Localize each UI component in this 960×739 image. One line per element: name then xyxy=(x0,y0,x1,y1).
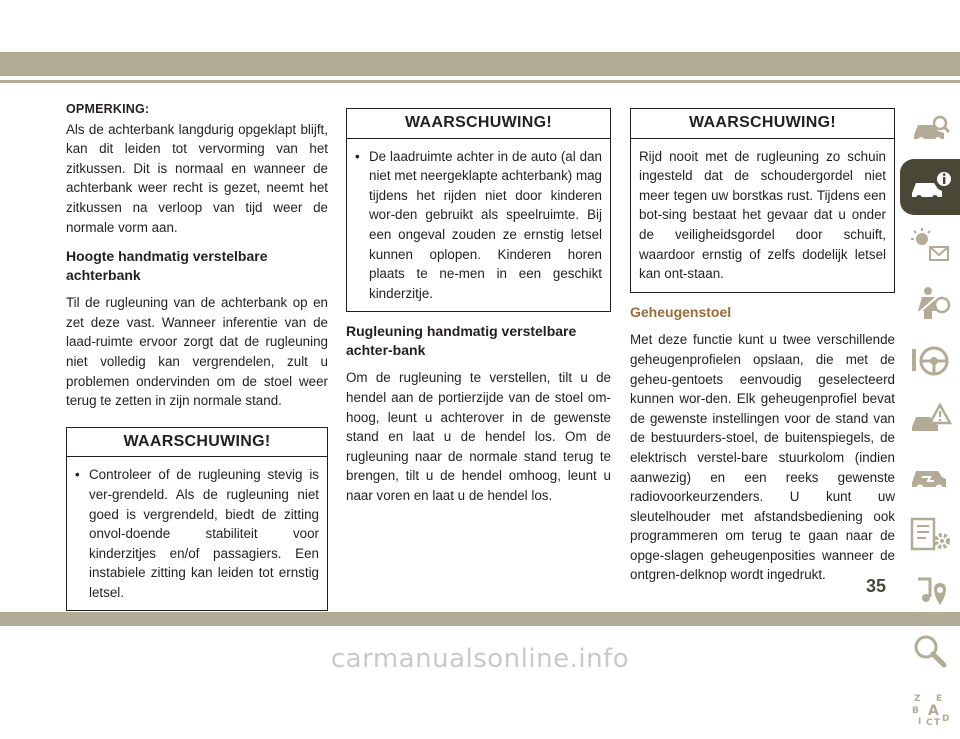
car-service-icon xyxy=(908,459,952,495)
page-number: 35 xyxy=(866,576,887,596)
index-letter: B xyxy=(912,706,919,716)
tab-steering-wheel[interactable] xyxy=(900,333,960,389)
warning-box-recline xyxy=(630,108,895,293)
section-heading-seatback: Rugleuning handmatig verstelbare achter-bank xyxy=(346,323,577,359)
warning-text: De laadruimte achter in de auto (al dan niet met neergeklapte achterbank) mag tijdens het rijden niet door kinderen wor-den gebruikt als speelruimte. Bij een ongeval zouden ze ernstig letsel kunnen oplopen. Kinderen horen plaats te ne-men in een geschikt kinderzitje. xyxy=(369,148,602,301)
note-title: OPMERKING: xyxy=(66,102,150,116)
tab-car-search[interactable] xyxy=(900,101,960,157)
car-info-icon xyxy=(908,169,952,205)
index-letter: C xyxy=(926,718,933,727)
tab-car-info[interactable] xyxy=(900,159,960,215)
note-text: Als de achterbank langdurig opgeklapt blijft, kan dit leiden tot vervorming van het zitkussen. Dit is normaal en wanneer de achterbank weer recht is gezet, neemt het zitkussen na verloop van tijd weer de normale vorm aan. xyxy=(66,121,328,235)
warning-title: WAARSCHUWING! xyxy=(631,109,894,139)
section-text-seatback: Om de rugleuning te verstellen, tilt u de hendel aan de portierzijde van de stoel om-hoog, leunt u achterover in de gewenste stand en laat u de hendel los. Om de rugleuning naar de normale stand terug te brengen, tilt u de hendel omhoog, leunt u naar voren en laat u de hendel los. xyxy=(346,370,611,503)
warning-text: Rijd nooit met de rugleuning zo schuin ingesteld dat de schoudergordel niet meer tegen uw borstkas rust. Tijdens een bot-sing bestaat het gevaar dat u onder de veiligheidsgordel door schuift, waardoor ernstig of zelfs dodelijk letsel kan ont-staan. xyxy=(639,148,886,282)
column-left xyxy=(66,100,328,611)
watermark: carmanualsonline.info xyxy=(330,644,630,674)
index-letter: I xyxy=(918,717,922,727)
tab-alphabet-index[interactable] xyxy=(900,681,960,737)
section-heading-seat-height: Hoogte handmatig verstelbare achterbank xyxy=(66,248,268,284)
checklist-gear-icon xyxy=(908,517,952,553)
column-middle xyxy=(346,100,611,506)
index-letter: E xyxy=(936,694,943,704)
header-band xyxy=(0,52,960,76)
index-letter: T xyxy=(934,718,941,727)
index-letter: Z xyxy=(914,694,921,704)
warning-box-latch xyxy=(66,427,328,612)
alphabet-index-icon xyxy=(908,691,952,727)
column-right xyxy=(630,100,895,585)
footer-band xyxy=(0,612,960,626)
section-heading-memory-seat: Geheugenstoel xyxy=(630,303,732,320)
music-location-icon xyxy=(908,575,952,611)
warning-bullet: • De laadruimte achter in de auto (al dan niet met neergeklapte achterbank) mag tijdens het rijden niet door kinderen wor-den gebruikt als speelruimte. Bij een ongeval zouden ze ernstig letsel kunnen oplopen. Kinderen horen plaats te ne-men in een geschikt kinderzitje. xyxy=(355,147,602,304)
warning-lights-icon xyxy=(908,227,952,263)
header-rule xyxy=(0,80,960,83)
section-text-seat-height: Til de rugleuning van de achterbank op en zet deze vast. Wanneer inferentie van de laad-ruimte ervoor zorgt dat de rugleuning niet volledig kan vergrendelen, zult u problemen ondervinden om de stoel weer terug te zetten in zijn normale stand. xyxy=(66,295,328,409)
index-letter: A xyxy=(928,703,939,719)
tab-warning-lights[interactable] xyxy=(900,217,960,273)
section-text-memory-seat: Met deze functie kunt u twee verschillende geheugenprofielen opslaan, die met de geheu-gentoets eenvoudig geselecteerd kunnen wor-den. Elk geheugenprofiel bevat de gewenste instellingen voor de stand van de bestuurders-stoel, de buitenspiegels, de elektrisch verstel-bare stuurkolom (indien aanwezig) en een reeks gewenste radiovoorkeurzenders. U kunt uw sleutelhouder met afstandsbediening ook programmeren om terug te gaan naar de opge-slagen geheugenposities wanneer de ontgren-delknop wordt ingedrukt. xyxy=(630,332,895,583)
warning-bullet: • Controleer of de rugleuning stevig is ver-grendeld. Als de rugleuning niet goed is vergrendeld, biedt de zitting onvol-doende stabiliteit voor kinderzitjes en/of passagiers. Een instabiele zitting kan leiden tot ernstig letsel. xyxy=(75,465,319,602)
warning-box-cargo xyxy=(346,108,611,312)
index-letter: D xyxy=(942,714,950,724)
car-warning-icon xyxy=(908,401,952,437)
tab-checklist-gear[interactable] xyxy=(900,507,960,563)
steering-wheel-icon xyxy=(908,343,952,379)
warning-text: Controleer of de rugleuning stevig is ver-grendeld. Als de rugleuning niet goed is vergrendeld, biedt de zitting onvol-doende stabiliteit voor kinderzitjes en/of passagiers. Een instabiele zitting kan leiden tot ernstig letsel. xyxy=(89,467,319,600)
tab-airbag-person[interactable] xyxy=(900,275,960,331)
tab-car-service[interactable] xyxy=(900,449,960,505)
airbag-person-icon xyxy=(908,285,952,321)
warning-title: WAARSCHUWING! xyxy=(347,109,610,139)
car-search-icon xyxy=(908,111,952,147)
warning-title: WAARSCHUWING! xyxy=(67,428,327,458)
tab-car-warning[interactable] xyxy=(900,391,960,447)
